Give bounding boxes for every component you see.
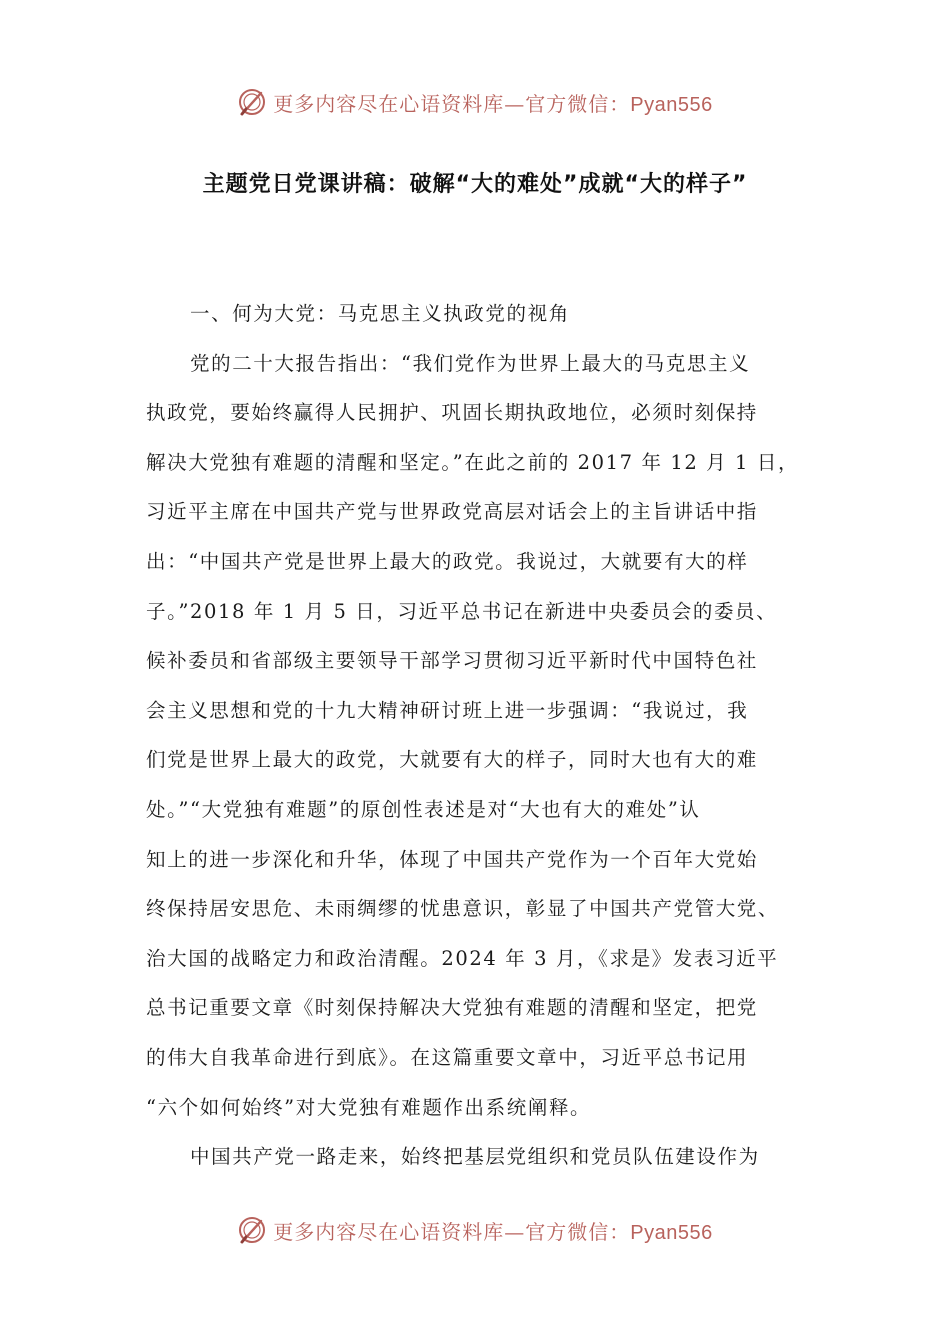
- text-line: 中国共产党一路走来，始终把基层党组织和党员队伍建设作为: [190, 1145, 760, 1169]
- text-line: 出：“中国共产党是世界上最大的政党。我说过，大就要有大的样: [146, 549, 749, 573]
- text-line: 候补委员和省部级主要领导干部学习贯彻习近平新时代中国特色社: [146, 649, 758, 673]
- text-line: 终保持居安思危、未雨绸缪的忧患意识，彰显了中国共产党管大党、: [146, 897, 780, 921]
- text-line: 治大国的战略定力和政治清醒。2024 年 3 月，《求是》发表习近平: [146, 946, 779, 970]
- text-line: 会主义思想和党的十九大精神研讨班上进一步强调：“我说过，我: [146, 698, 749, 722]
- document-body: [146, 296, 810, 1189]
- text-line: 执政党，要始终赢得人民拥护、巩固长期执政地位，必须时刻保持: [146, 401, 758, 425]
- text-line: 处。”“大党独有难题”的原创性表述是对“大也有大的难处”认: [146, 797, 701, 821]
- footer-banner-text: 更多内容尽在心语资料库—官方微信：Pyan556: [273, 1219, 713, 1244]
- wechat-id: Pyan556: [630, 93, 713, 116]
- text-line: 子。”2018 年 1 月 5 日，习近平总书记在新进中央委员会的委员、: [146, 599, 778, 623]
- wechat-id: Pyan556: [630, 1221, 713, 1244]
- text-line: 总书记重要文章《时刻保持解决大党独有难题的清醒和坚定，把党: [146, 996, 758, 1020]
- header-banner-text: 更多内容尽在心语资料库—官方微信：Pyan556: [273, 91, 713, 116]
- pen-seal-icon: [237, 87, 267, 117]
- document-title: 主题党日党课讲稿：破解“大的难处”成就“大的样子”: [202, 172, 748, 197]
- text-line: 的伟大自我革命进行到底》。在这篇重要文章中，习近平总书记用: [146, 1045, 749, 1069]
- header-banner: [0, 82, 950, 122]
- pen-seal-icon: [237, 1215, 267, 1245]
- footer-banner: [0, 1210, 950, 1250]
- text-line: 党的二十大报告指出：“我们党作为世界上最大的马克思主义: [190, 351, 751, 375]
- text-line: “六个如何始终”对大党独有难题作出系统阐释。: [146, 1095, 592, 1119]
- text-line: 习近平主席在中国共产党与世界政党高层对话会上的主旨讲话中指: [146, 500, 758, 524]
- text-line: 们党是世界上最大的政党，大就要有大的样子，同时大也有大的难: [146, 748, 758, 772]
- text-line: 知上的进一步深化和升华，体现了中国共产党作为一个百年大党始: [146, 847, 758, 871]
- text-line: 一、何为大党：马克思主义执政党的视角: [190, 302, 570, 325]
- text-line: 解决大党独有难题的清醒和坚定。”在此之前的 2017 年 12 月 1 日，: [146, 450, 800, 474]
